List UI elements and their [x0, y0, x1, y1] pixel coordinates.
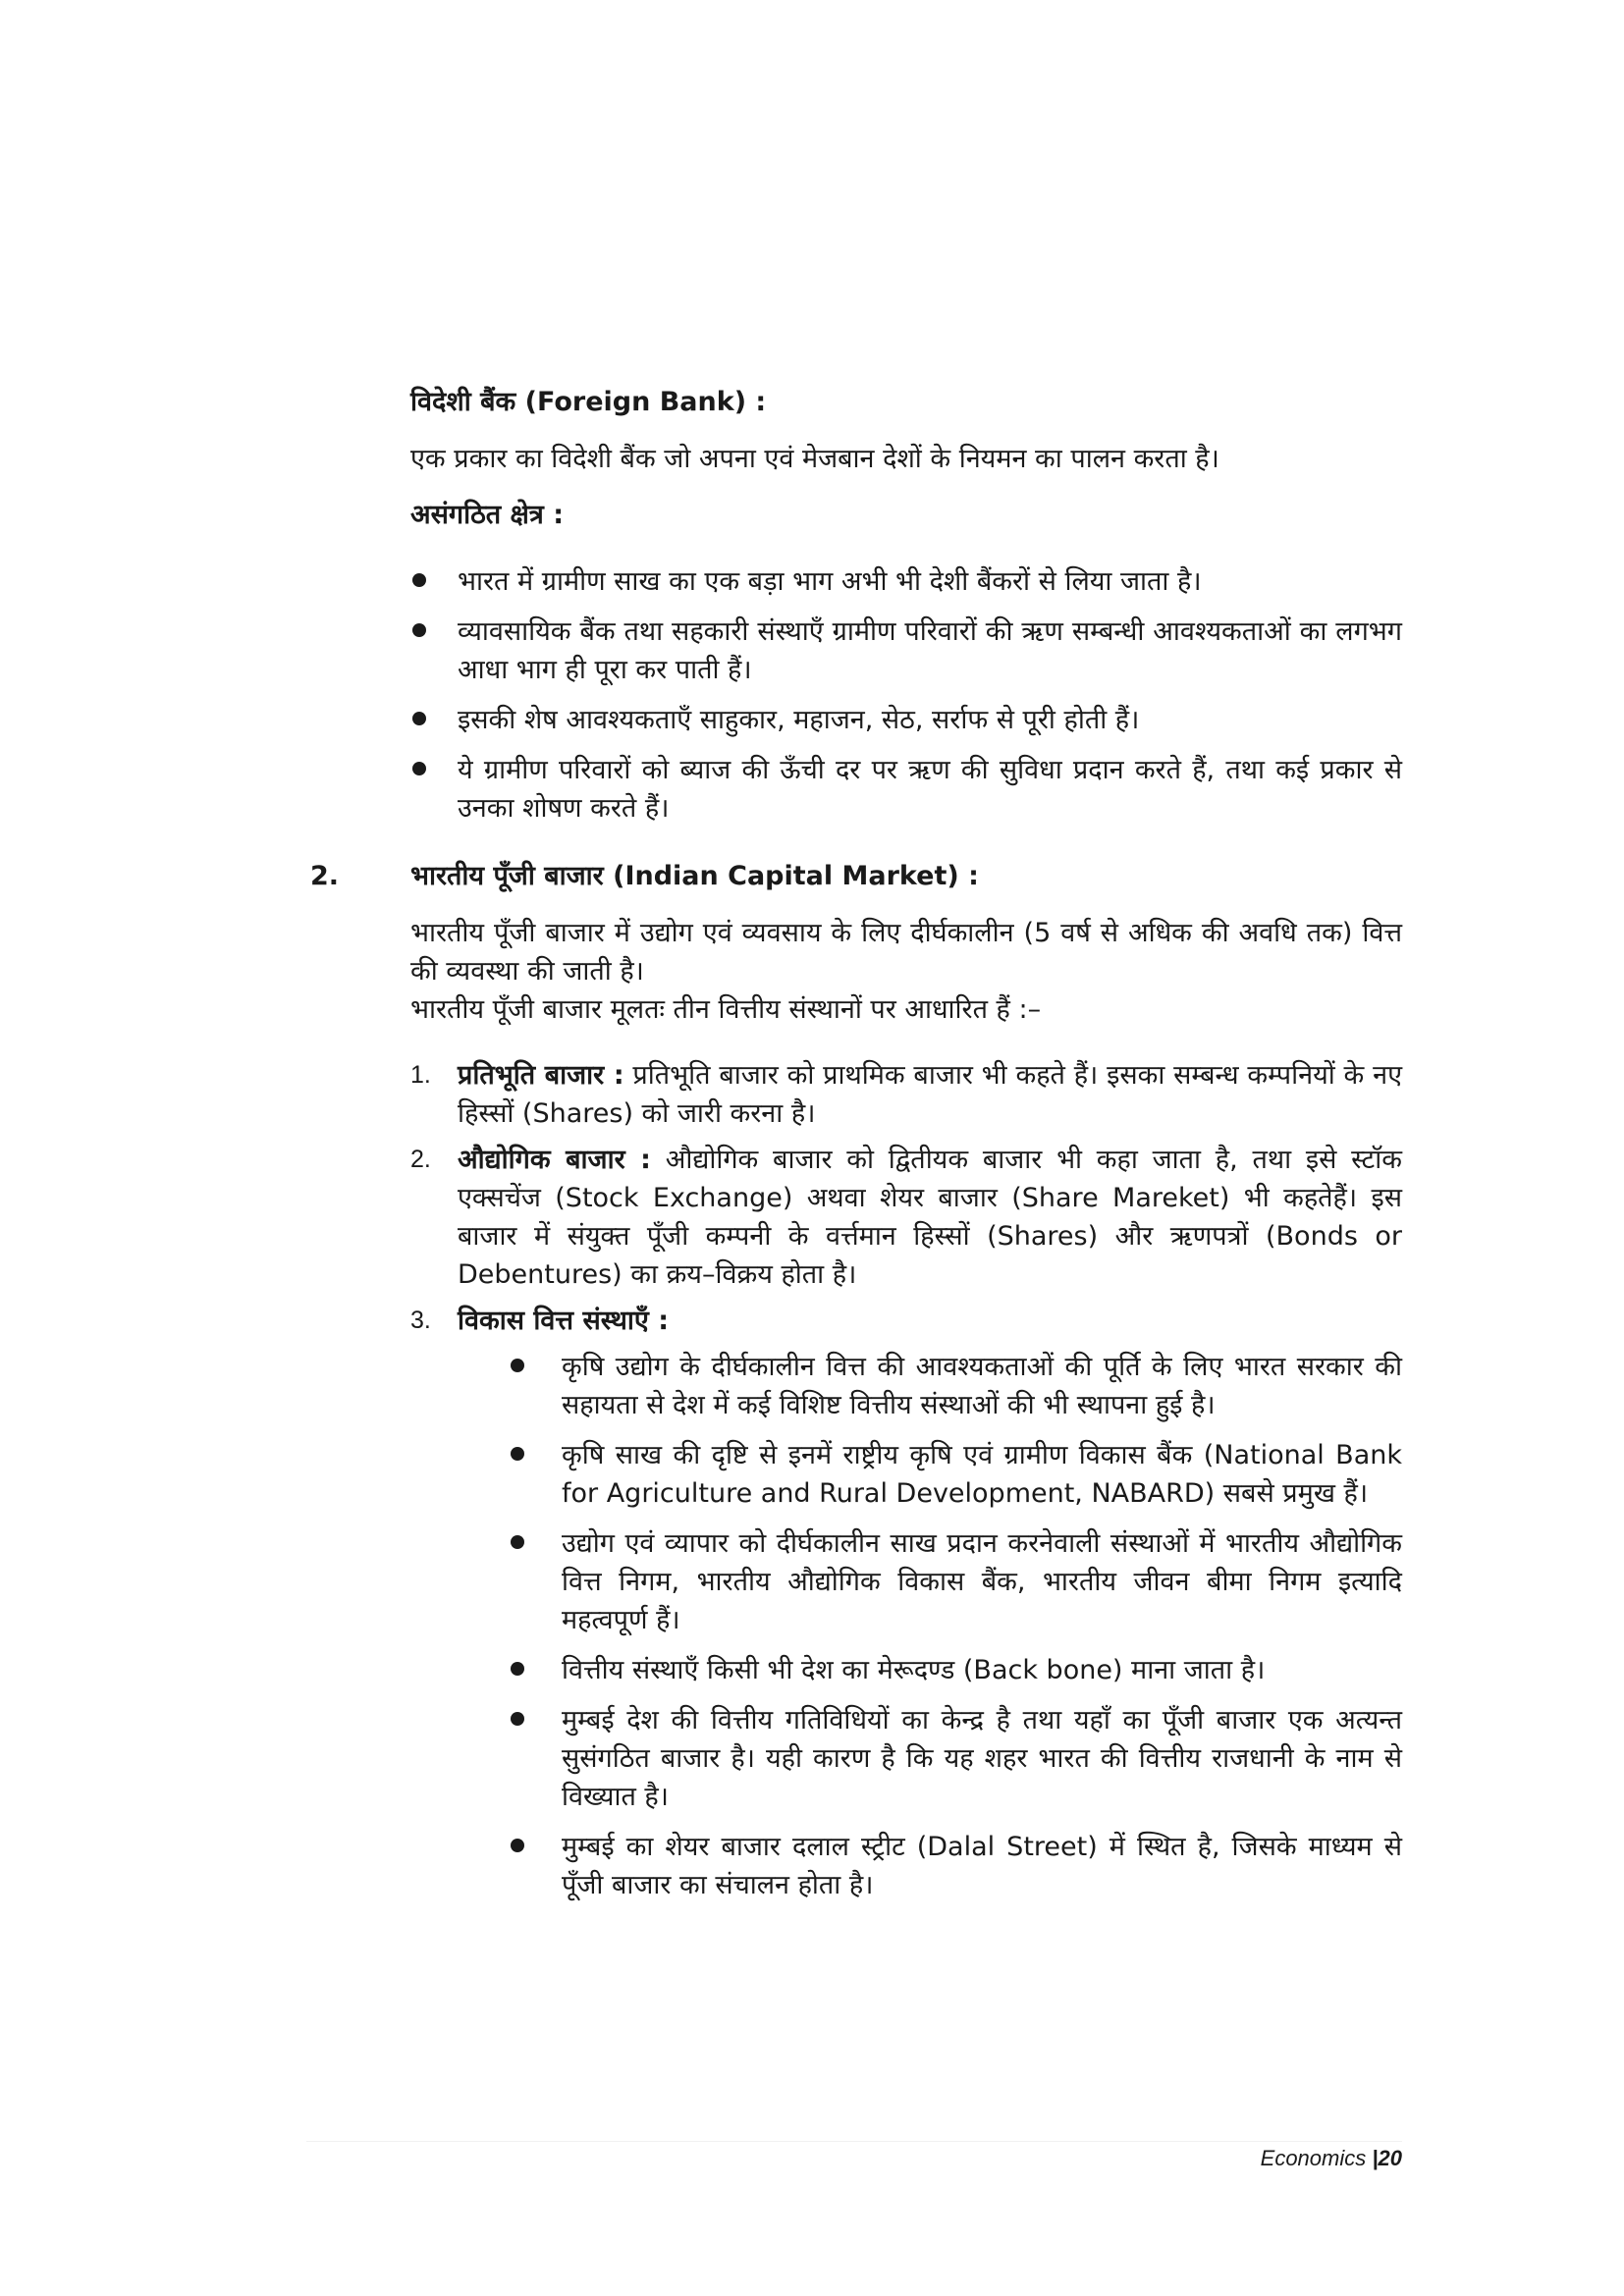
bullet-icon: [511, 1839, 524, 1852]
item-text: प्रतिभूति बाजार को प्राथमिक बाजार भी कहते हैं। इसका सम्बन्ध कम्पनियों के नए हिस्सों (Shares) को जारी करना है।: [458, 1060, 1402, 1129]
list-item-text: ये ग्रामीण परिवारों को ब्याज की ऊँची दर पर ऋण की सुविधा प्रदान करते हैं, तथा कई प्रकार से उनका शोषण करते हैं।: [458, 755, 1402, 824]
item-title: औद्योगिक बाजार :: [458, 1145, 651, 1175]
list-item: [509, 1348, 1402, 1424]
list-item: [410, 1056, 1402, 1133]
item-number: 1.: [410, 1061, 431, 1089]
list-item-text: व्यावसायिक बैंक तथा सहकारी संस्थाएँ ग्रामीण परिवारों की ऋण सम्बन्धी आवश्यकताओं का लगभग आधा भाग ही पूरा कर पाती हैं।: [458, 616, 1402, 685]
list-item: [410, 751, 1402, 828]
item-number: 2.: [410, 1146, 431, 1173]
item-title: प्रतिभूति बाजार :: [458, 1060, 624, 1091]
list-item: [509, 1828, 1402, 1904]
section-number: 2.: [310, 861, 340, 891]
unorganized-sector-list: [410, 562, 1402, 828]
bullet-icon: [511, 1535, 524, 1549]
foreign-bank-heading: विदेशी बैंक (Foreign Bank) :: [410, 387, 767, 417]
unorganized-sector-heading: असंगठित क्षेत्र :: [410, 500, 565, 530]
bullet-icon: [412, 712, 426, 725]
list-item: [410, 562, 1402, 601]
capital-market-intro-2: भारतीय पूँजी बाजार मूलतः तीन वित्तीय संस्थानों पर आधारित हैं :–: [410, 994, 1042, 1025]
capital-market-intro: भारतीय पूँजी बाजार में उद्योग एवं व्यवसाय के लिए दीर्घकालीन (5 वर्ष से अधिक की अवधि तक) वित्त की व्यवस्था की जाती है।: [410, 918, 1402, 987]
footer-subject: Economics: [1260, 2146, 1373, 2170]
capital-market-heading: भारतीय पूँजी बाजार (Indian Capital Market) :: [410, 861, 979, 891]
page-content: [310, 383, 1402, 1916]
list-item-text: कृषि उद्योग के दीर्घकालीन वित्त की आवश्यकताओं की पूर्ति के लिए भारत सरकार की सहायता से देश में कई विशिष्ट वित्तीय संस्थाओं की भी स्थापना हुई है।: [562, 1352, 1402, 1420]
list-item: [509, 1436, 1402, 1513]
bullet-icon: [412, 573, 426, 587]
footer-divider: [306, 2141, 1402, 2142]
list-item-text: उद्योग एवं व्यापार को दीर्घकालीन साख प्रदान करनेवाली संस्थाओं में भारतीय औद्योगिक वित्त निगम, भारतीय औद्योगिक विकास बैंक, भारतीय जीवन बीमा निगम इत्यादि महत्वपूर्ण हैं।: [562, 1528, 1402, 1635]
bullet-icon: [511, 1712, 524, 1726]
list-item: [509, 1651, 1402, 1689]
bullet-icon: [511, 1359, 524, 1372]
bullet-icon: [412, 623, 426, 637]
item-text: औद्योगिक बाजार को द्वितीयक बाजार भी कहा जाता है, तथा इसे स्टॉक एक्सचेंज (Stock Exchange) अथवा शेयर बाजार (Share Mareket) भी कहतेहैं। इस बाजार में संयुक्त पूँजी कम्पनी के वर्त्तमान हिस्सों (Shares) और ऋणपत्रों (Bonds or Debentures) का क्रय–विक्रय होता है।: [458, 1145, 1402, 1290]
list-item: [410, 1302, 1402, 1904]
list-item-text: भारत में ग्रामीण साख का एक बड़ा भाग अभी भी देशी बैंकरों से लिया जाता है।: [458, 566, 1202, 597]
list-item: [509, 1524, 1402, 1639]
item-title: विकास वित्त संस्थाएँ :: [458, 1306, 670, 1336]
list-item-text: कृषि साख की दृष्टि से इनमें राष्ट्रीय कृषि एवं ग्रामीण विकास बैंक (National Bank for Agriculture and Rural Development, NABARD) सबसे प्रमुख हैं।: [562, 1440, 1402, 1509]
list-item-text: मुम्बई का शेयर बाजार दलाल स्ट्रीट (Dalal Street) में स्थित है, जिसके माध्यम से पूँजी बाजार का संचालन होता है।: [562, 1832, 1402, 1900]
page-footer: [1261, 2146, 1402, 2171]
bullet-icon: [511, 1662, 524, 1676]
list-item: [410, 1141, 1402, 1294]
capital-market-section: [310, 857, 1402, 1904]
item-number: 3.: [410, 1307, 431, 1334]
list-item-text: इसकी शेष आवश्यकताएँ साहुकार, महाजन, सेठ, सर्राफ से पूरी होती हैं।: [458, 705, 1140, 735]
page-number: |20: [1372, 2146, 1402, 2170]
foreign-bank-text: एक प्रकार का विदेशी बैंक जो अपना एवं मेजबान देशों के नियमन का पालन करता है।: [410, 444, 1219, 474]
bullet-icon: [511, 1447, 524, 1461]
bullet-icon: [412, 762, 426, 775]
list-item-text: वित्तीय संस्थाएँ किसी भी देश का मेरूदण्ड (Back bone) माना जाता है।: [562, 1655, 1266, 1685]
development-finance-list: [458, 1348, 1402, 1904]
list-item: [410, 701, 1402, 739]
list-item: [410, 613, 1402, 689]
institution-list: [410, 1056, 1402, 1904]
list-item-text: मुम्बई देश की वित्तीय गतिविधियों का केन्द्र है तथा यहाँ का पूँजी बाजार एक अत्यन्त सुसंगठित बाजार है। यही कारण है कि यह शहर भारत की वित्तीय राजधानी के नाम से विख्यात है।: [562, 1705, 1402, 1812]
list-item: [509, 1701, 1402, 1816]
